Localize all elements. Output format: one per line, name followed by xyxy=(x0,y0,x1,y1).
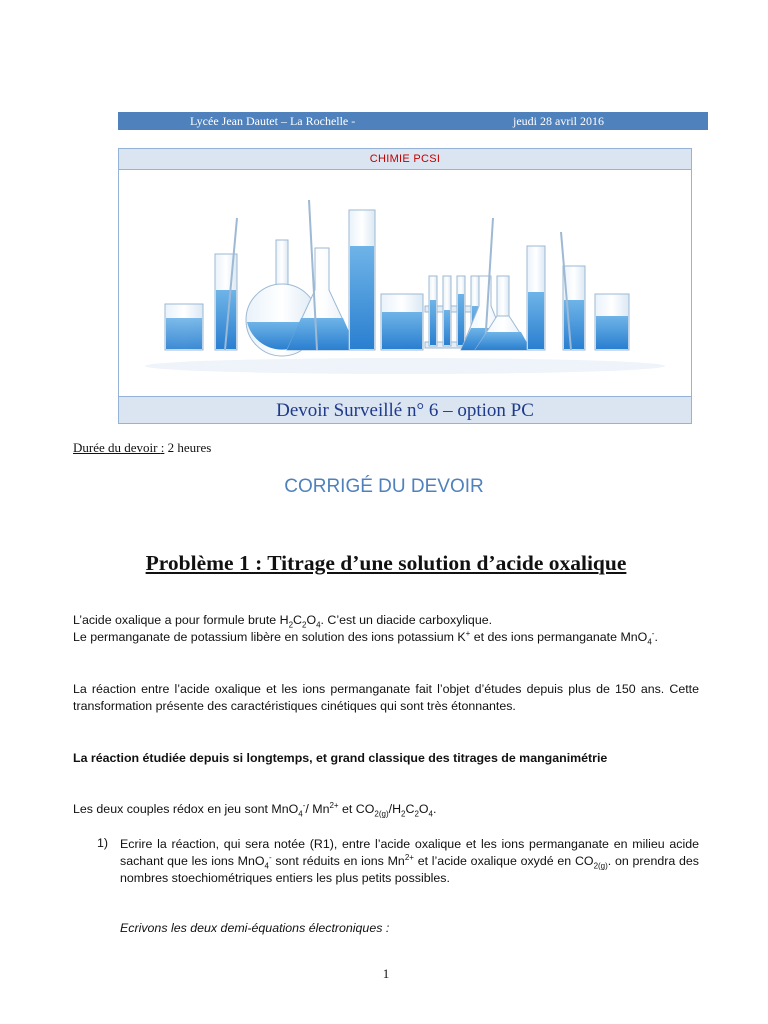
superscript: - xyxy=(269,852,272,862)
history-paragraph: La réaction entre l’acide oxalique et les ions permanganate fait l’objet d’études depuis plus de 150 ans. Cette transformation présente des caractéristiques cinétiques qui sont très étonnantes. xyxy=(73,682,699,713)
superscript: 2+ xyxy=(404,852,414,862)
title-box xyxy=(118,148,692,424)
couples-text: Les deux couples rédox en jeu sont MnO xyxy=(73,802,299,816)
couples-line xyxy=(73,801,699,818)
school-name: Lycée Jean Dautet – La Rochelle - xyxy=(190,114,356,128)
glassware-illustration xyxy=(119,170,691,396)
question-text: sont réduits en ions Mn xyxy=(271,854,405,868)
couples-text: et CO xyxy=(338,802,375,816)
probleme-title: Problème 1 : Titrage d’une solution d’acide oxalique xyxy=(145,551,627,575)
couples-text: C xyxy=(405,802,415,816)
subscript: 2 xyxy=(401,809,406,819)
corrige-title: CORRIGÉ DU DEVOIR xyxy=(284,476,484,497)
couples-text: . xyxy=(433,802,437,816)
intro-text: et des ions permanganate MnO xyxy=(470,630,648,644)
subscript: 4 xyxy=(316,620,321,630)
duration-line xyxy=(73,440,211,456)
intro-text: . xyxy=(654,630,658,644)
intro-text: O xyxy=(306,613,317,627)
question-number: 1) xyxy=(97,836,109,850)
intro-line-2 xyxy=(73,629,699,646)
subscript: 2(g) xyxy=(593,861,608,871)
subject-label: CHIMIE PCSI xyxy=(119,149,691,170)
question-text: et l’acide oxalique oxydé en CO xyxy=(413,854,594,868)
page-number: 1 xyxy=(382,966,390,981)
question-1 xyxy=(120,836,699,887)
devoir-title: Devoir Surveillé n° 6 – option PC xyxy=(119,396,691,423)
intro-paragraph xyxy=(73,612,699,646)
subscript: 2(g) xyxy=(374,809,389,819)
superscript: + xyxy=(465,628,471,638)
duration-label: Durée du devoir xyxy=(73,440,161,455)
header-bar xyxy=(118,112,708,130)
superscript: - xyxy=(302,800,306,810)
superscript: - xyxy=(651,628,655,638)
duration-separator: : xyxy=(160,440,165,455)
bold-paragraph: La réaction étudiée depuis si longtemps, et grand classique des titrages de manganimétrie xyxy=(73,751,608,765)
subscript: 4 xyxy=(647,637,652,647)
intro-text: . C’est un diacide carboxylique. xyxy=(320,613,493,627)
couples-text: O xyxy=(418,802,429,816)
subscript: 2 xyxy=(414,809,419,819)
glassware-image xyxy=(119,170,691,396)
question-text: . on prendra des nombres stoechiométriques entiers les plus petits possibles. xyxy=(120,854,699,885)
subscript: 2 xyxy=(302,620,307,630)
duration-value: 2 heures xyxy=(164,440,212,455)
subscript: 4 xyxy=(428,809,433,819)
intro-text: C xyxy=(293,613,302,627)
question-text: Ecrire la réaction, qui sera notée (R1), entre l’acide oxalique et les ions permanganate en milieu acide sachant que les ions MnO xyxy=(120,837,699,868)
subscript: 2 xyxy=(288,620,294,630)
exam-date: jeudi 28 avril 2016 xyxy=(513,114,604,128)
subscript: 4 xyxy=(264,861,269,871)
couples-text: / Mn xyxy=(305,802,330,816)
couples-text: /H xyxy=(388,802,402,816)
answer-intro: Ecrivons les deux demi-équations électroniques : xyxy=(120,921,390,935)
intro-text: L’acide oxalique a pour formule brute H xyxy=(73,613,289,627)
superscript: 2+ xyxy=(329,800,339,810)
subscript: 4 xyxy=(298,809,303,819)
intro-line-1 xyxy=(73,612,699,629)
intro-text: Le permanganate de potassium libère en solution des ions potassium K xyxy=(73,630,466,644)
